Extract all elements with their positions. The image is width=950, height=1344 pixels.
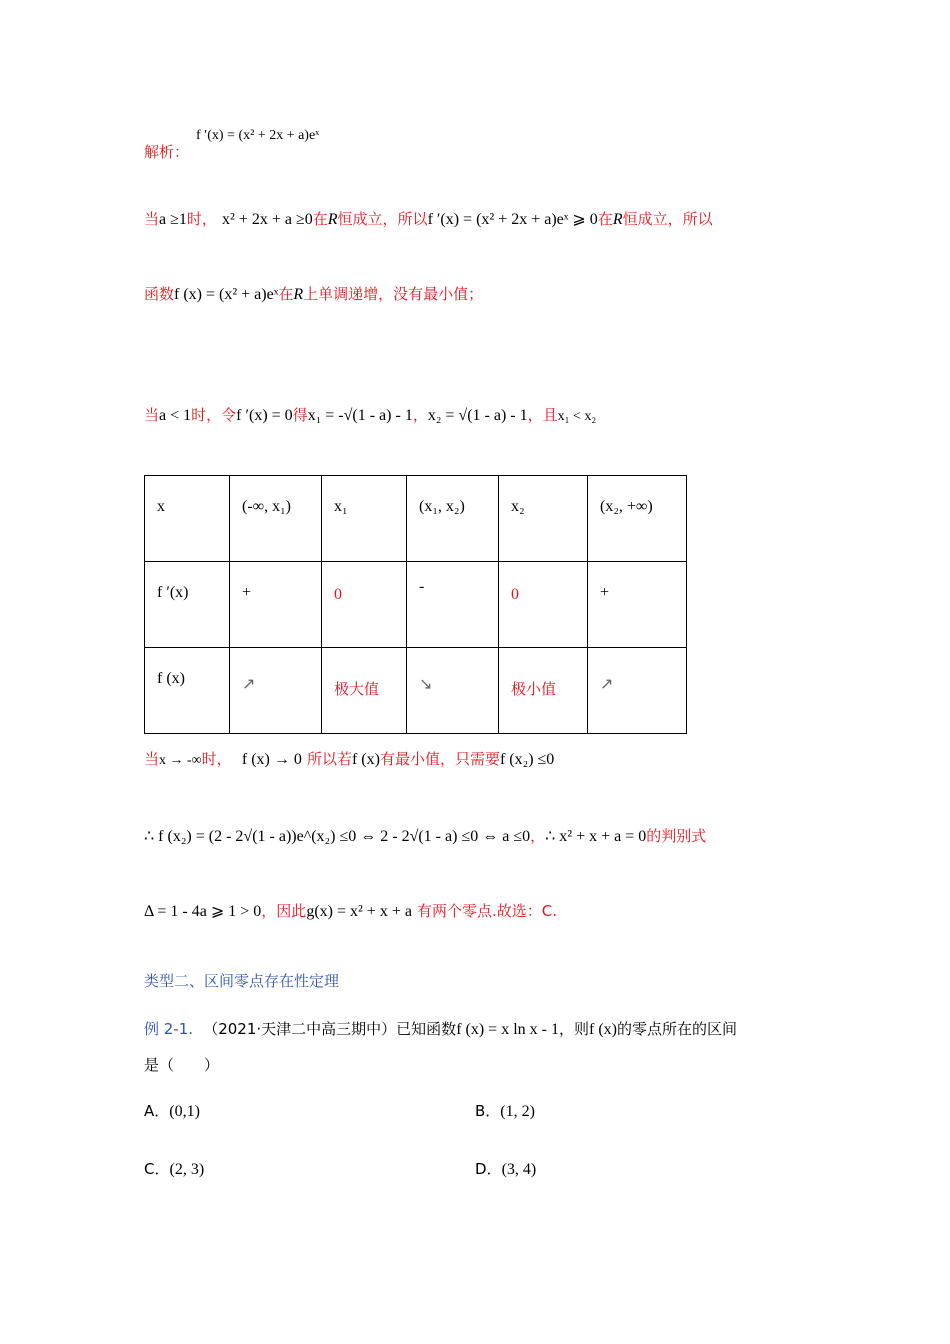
case2-seg: ，且 — [527, 406, 558, 424]
table-cell: 极小值 — [499, 648, 588, 734]
option-value: (2, 3) — [169, 1161, 205, 1178]
case2-seg: x₂ = √(1 - a) - 1 — [427, 407, 528, 424]
table-cell: + — [588, 562, 687, 648]
example-text: ，则 — [558, 1020, 589, 1038]
table-cell: + — [230, 562, 322, 648]
case1-line1 — [144, 208, 713, 229]
table-cell: 0 — [499, 562, 588, 648]
conclusion-seg: f (x) → 0 — [241, 751, 302, 768]
table-cell: ↗ — [588, 648, 687, 734]
case1-seg: a ≥1 — [159, 211, 187, 228]
option-d[interactable] — [475, 1158, 536, 1179]
case1-seg: 恒成立，所以 — [337, 210, 428, 228]
case2-seg: 得 — [292, 406, 308, 424]
table-cell: f ′(x) — [145, 562, 230, 648]
conclusion-seg: 的判别式 — [646, 827, 707, 845]
table-row — [145, 648, 687, 734]
conclusion-seg: 当 — [144, 750, 160, 768]
option-a[interactable] — [144, 1100, 200, 1121]
table-cell: 0 — [322, 562, 407, 648]
table-row — [145, 562, 687, 648]
case1-line2 — [144, 283, 483, 304]
option-letter: A． — [144, 1102, 170, 1120]
case1-seg: R — [293, 286, 304, 303]
conclusion-seg: ， — [530, 827, 546, 845]
option-letter: B． — [475, 1102, 501, 1120]
case1-seg: R — [612, 211, 623, 228]
case1-seg: 在 — [312, 210, 328, 228]
analysis-label: 解析： — [144, 143, 190, 161]
case2-seg: f ′(x) = 0 — [236, 407, 293, 424]
case1-seg: 在 — [278, 285, 294, 303]
case1-seg: 函数 — [144, 285, 175, 303]
derivative-formula: f ′(x) = (x² + 2x + a)eˣ — [196, 128, 320, 143]
conclusion-seg: x → -∞ — [159, 753, 202, 768]
example-function: f (x) = x ln x - 1 — [456, 1021, 559, 1038]
option-c[interactable] — [144, 1158, 204, 1179]
case1-seg: f (x) = (x² + a)eˣ — [174, 286, 279, 303]
conclusion-line2 — [144, 825, 706, 846]
case1-seg: 在 — [597, 210, 613, 228]
variation-table — [144, 475, 687, 734]
option-value: (1, 2) — [500, 1103, 535, 1120]
case1-seg: 当 — [144, 210, 160, 228]
case1-seg: 恒成立，所以 — [622, 210, 713, 228]
table-cell: (-∞, x₁) — [230, 476, 322, 562]
conclusion-seg: 有两个零点.故选：C. — [417, 902, 558, 920]
example-label: 例 2-1. — [144, 1020, 194, 1038]
table-cell: 极大值 — [322, 648, 407, 734]
case1-seg: 时， — [186, 210, 217, 228]
example-text: 的零点所在的区间 — [616, 1020, 737, 1038]
option-value: (0,1) — [169, 1103, 200, 1120]
conclusion-seg: ∴ x² + x + a = 0 — [545, 828, 647, 845]
conclusion-seg: 有最小值，只需要 — [379, 750, 500, 768]
table-cell: (x₂, +∞) — [588, 476, 687, 562]
case2-seg: x₁ < x₂ — [557, 409, 597, 424]
example-line1 — [144, 1018, 737, 1039]
table-cell: f (x) — [145, 648, 230, 734]
conclusion-seg: Δ = 1 - 4a ⩾ 1 > 0 — [144, 903, 262, 920]
case1-seg: R — [327, 211, 338, 228]
table-cell: (x₁, x₂) — [407, 476, 499, 562]
case1-seg: 上单调递增，没有最小值； — [303, 285, 484, 303]
example-line2: 是（ ） — [144, 1056, 220, 1074]
table-cell: ↗ — [230, 648, 322, 734]
example-source: （2021·天津二中高三期中） — [203, 1020, 397, 1038]
case1-seg: x² + 2x + a ≥0 — [222, 211, 313, 228]
conclusion-seg: f (x) — [351, 751, 380, 768]
table-cell: ↘ — [407, 648, 499, 734]
table-cell: x₁ — [322, 476, 407, 562]
conclusion-seg: g(x) = x² + x + a — [306, 903, 412, 920]
case2-seg: 当 — [144, 406, 160, 424]
conclusion-seg: 时， — [201, 750, 232, 768]
option-letter: C． — [144, 1160, 170, 1178]
case2-seg: a < 1 — [159, 407, 192, 424]
option-value: (3, 4) — [501, 1161, 537, 1178]
example-function: f (x) — [588, 1021, 617, 1038]
conclusion-line1 — [144, 748, 554, 769]
option-b[interactable] — [475, 1100, 535, 1121]
case1-seg: f ′(x) = (x² + 2x + a)eˣ ⩾ 0 — [427, 211, 598, 228]
case2-seg: ， — [412, 406, 428, 424]
case2-seg: 时，令 — [191, 406, 237, 424]
conclusion-line3 — [144, 900, 557, 921]
conclusion-seg: f (x₂) ≤0 — [499, 751, 555, 768]
conclusion-seg: ∴ f (x₂) = (2 - 2√(1 - a))e^(x₂) ≤0 ⇔ 2 - 2√(1 - a) ≤0 ⇔ a ≤0 — [144, 828, 531, 845]
example-text: 已知函数 — [396, 1020, 457, 1038]
table-cell: x — [145, 476, 230, 562]
option-letter: D． — [475, 1160, 502, 1178]
case2-seg: x₁ = -√(1 - a) - 1 — [307, 407, 413, 424]
conclusion-seg: ，因此 — [261, 902, 307, 920]
table-row — [145, 476, 687, 562]
section-title: 类型二、区间零点存在性定理 — [144, 972, 340, 990]
case2-line1 — [144, 404, 596, 425]
conclusion-seg: 所以若 — [306, 750, 352, 768]
table-cell: - — [407, 562, 499, 648]
table-cell: x₂ — [499, 476, 588, 562]
